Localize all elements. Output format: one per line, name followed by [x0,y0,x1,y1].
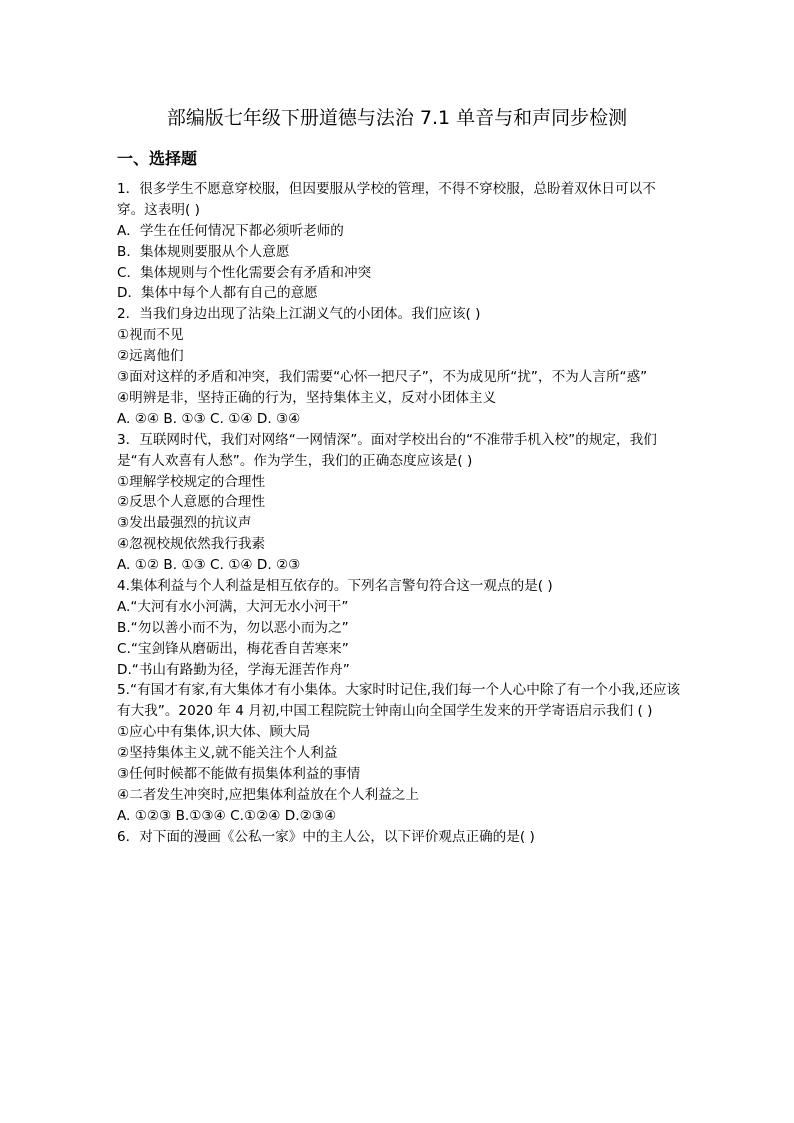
question-3-statement-1: ①理解学校规定的合理性 [117,473,266,490]
question-3-statement-2: ②反思个人意愿的合理性 [117,494,266,511]
question-2-statement-4: ④明辨是非，坚持正确的行为，坚持集体主义，反对小团体主义 [117,389,497,406]
question-2-stem: 2．当我们身边出现了沾染上江湖义气的小团体。我们应该( ) [117,306,481,323]
question-1-stem: 1．很多学生不愿意穿校服，但因要服从学校的管理，不得不穿校服，总盼着双休日可以不穿。这表明( ) [117,181,656,218]
question-3-answer-choices: A. ①② B. ①③ C. ①④ D. ②③ [117,557,301,574]
question-5-statement-4: ④二者发生冲突时,应把集体利益放在个人利益之上 [117,786,419,803]
question-list [117,179,682,848]
question-1-option-a: A．学生在任何情况下都必须听老师的 [117,222,344,239]
question-3-statement-3: ③发出最强烈的抗议声 [117,515,252,532]
question-4-stem: 4.集体利益与个人利益是相互依存的。下列名言警句符合这一观点的是( ) [117,578,553,594]
question-4-option-d: D.“书山有路勤为径，学海无涯苦作舟” [117,661,350,678]
question-5-statement-3: ③任何时候都不能做有损集体利益的事情 [117,766,361,783]
question-2-statement-1: ①视而不见 [117,327,184,344]
question-5-statement-2: ②坚持集体主义,就不能关注个人利益 [117,745,338,762]
section-heading: 一、选择题 [117,149,198,168]
question-2-answer-choices: A. ②④ B. ①③ C. ①④ D. ③④ [117,410,301,427]
question-3-stem: 3．互联网时代，我们对网络“一网情深”。面对学校出台的“不准带手机入校”的规定，我们是“有人欢喜有人愁”。作为学生，我们的正确态度应该是( ) [117,431,657,469]
question-3-statement-4: ④忽视校规依然我行我素 [117,536,266,553]
question-1-option-b: B．集体规则要服从个人意愿 [117,243,290,260]
document-title: 部编版七年级下册道德与法治 7.1 单音与和声同步检测 [166,107,628,129]
question-1-option-d: D．集体中每个人都有自己的意愿 [117,285,318,302]
question-2-statement-3: ③面对这样的矛盾和冲突，我们需要“心怀一把尺子”，不为成见所“扰”，不为人言所“惑” [117,369,648,386]
question-4-option-c: C.“宝剑锋从磨砺出，梅花香自苦寒来” [117,640,349,657]
question-1-option-c: C．集体规则与个性化需要会有矛盾和冲突 [117,264,372,281]
question-4-option-b: B.“勿以善小而不为，勿以恶小而为之” [117,619,349,636]
question-4-option-a: A.“大河有水小河满，大河无水小河干” [117,598,349,615]
question-2-statement-2: ②远离他们 [117,348,184,365]
question-5-answer-choices: A. ①②③ B.①③④ C.①②④ D.②③④ [117,807,337,824]
question-5-stem: 5.“有国才有家,有大集体才有小集体。大家时时记住,我们每一个人心中除了有一个小我,还应该有大我”。2020 年 4 月初,中国工程院院士钟南山向全国学生发来的开学寄语启示我们 ( ) [117,682,681,720]
question-6-stem: 6．对下面的漫画《公私一家》中的主人公，以下评价观点正确的是( ) [117,828,535,845]
question-5-statement-1: ①应心中有集体,识大体、顾大局 [117,724,311,741]
